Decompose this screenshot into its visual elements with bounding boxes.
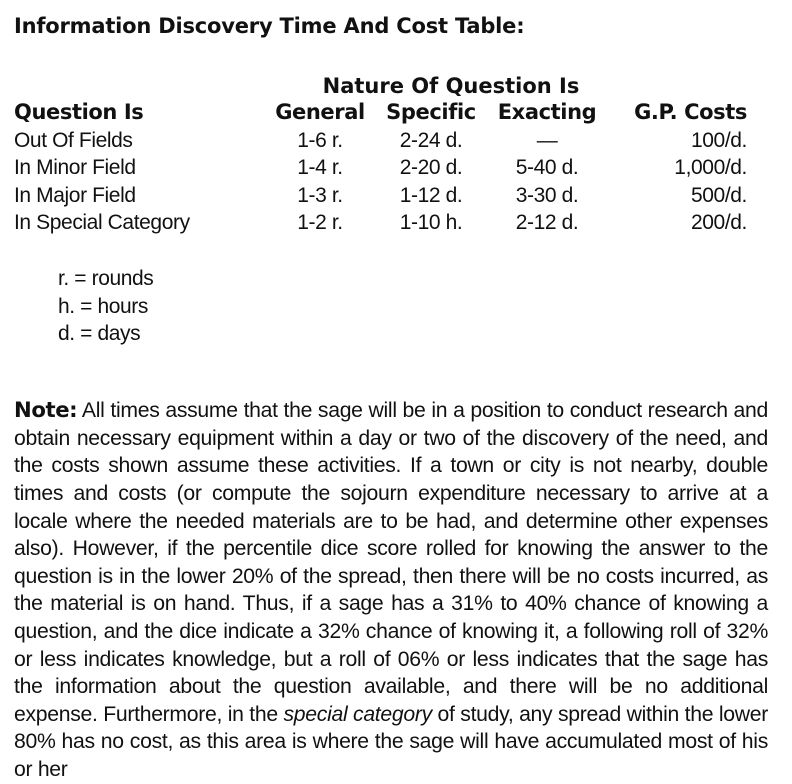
table-row: [14, 182, 747, 210]
header-gp-costs: G.P. Costs: [634, 100, 747, 124]
discovery-table: [14, 99, 747, 237]
note-paragraph: [14, 396, 768, 783]
cell-exacting: 3-30 d.: [515, 183, 579, 207]
header-general: General: [275, 100, 365, 124]
cell-exacting: 5-40 d.: [515, 156, 579, 180]
table-row: [14, 154, 747, 182]
cell-cost: 1,000/d.: [674, 156, 747, 180]
header-question-is: Question Is: [14, 100, 144, 124]
cell-question: In Major Field: [14, 183, 136, 207]
cell-cost: 500/d.: [691, 183, 747, 207]
legend-item: r. = rounds: [58, 267, 154, 290]
abbreviation-legend: [58, 265, 153, 348]
cell-cost: 100/d.: [691, 128, 747, 152]
header-specific: Specific: [386, 100, 476, 124]
cell-specific: 2-24 d.: [399, 128, 463, 152]
cell-question: In Minor Field: [14, 156, 136, 180]
cell-question: In Special Category: [14, 211, 190, 235]
cell-exacting: 2-12 d.: [515, 211, 579, 235]
cell-general: 1-6 r.: [297, 128, 343, 152]
table-header-row: [14, 99, 747, 127]
table-title: Information Discovery Time And Cost Table:: [14, 14, 525, 38]
table-row: [14, 209, 747, 237]
cell-general: 1-3 r.: [297, 183, 343, 207]
cell-specific: 2-20 d.: [399, 156, 463, 180]
legend-item: d. = days: [58, 322, 141, 346]
note-text: All times assume that the sage will be in a position to conduct research and obtain necessary equipment within a day or two of the discovery of the need, and the costs shown assume these activities. If a town or city is not nearby, double times and costs (or compute the sojourn expenditure necessary to arrive at a locale where the needed materials are to be had, and determine other expenses also). However, if the percentile dice score rolled for knowing the answer to the question is in the lower 20% of the spread, then there will be no costs incurred, as the material is on hand. Thus, if a sage has a 31% to 40% chance of knowing a question, and the dice indicate a 32% chance of knowing it, a following roll of 32% or less indicates knowledge, but a roll of 06% or less indicates that the sage has the information about the question available, and there will be no additional expense. Furthermore, in the: [14, 399, 768, 726]
cell-cost: 200/d.: [691, 211, 747, 235]
column-group-heading: Nature Of Question Is: [322, 74, 580, 98]
note-text-continued: of study, any spread within the lower 80% has no cost, as this area is where the sage will have accumulated most of his or her: [14, 702, 768, 781]
cell-general: 1-4 r.: [297, 156, 343, 180]
table-row: [14, 127, 747, 155]
cell-question: Out Of Fields: [14, 128, 133, 152]
header-exacting: Exacting: [497, 100, 597, 124]
cell-general: 1-2 r.: [297, 211, 343, 235]
note-label: Note:: [14, 397, 78, 423]
cell-exacting: —: [536, 128, 558, 152]
cell-specific: 1-12 d.: [399, 183, 463, 207]
legend-item: h. = hours: [58, 294, 148, 318]
note-italic-term: special category: [283, 702, 432, 726]
cell-specific: 1-10 h.: [399, 211, 463, 235]
